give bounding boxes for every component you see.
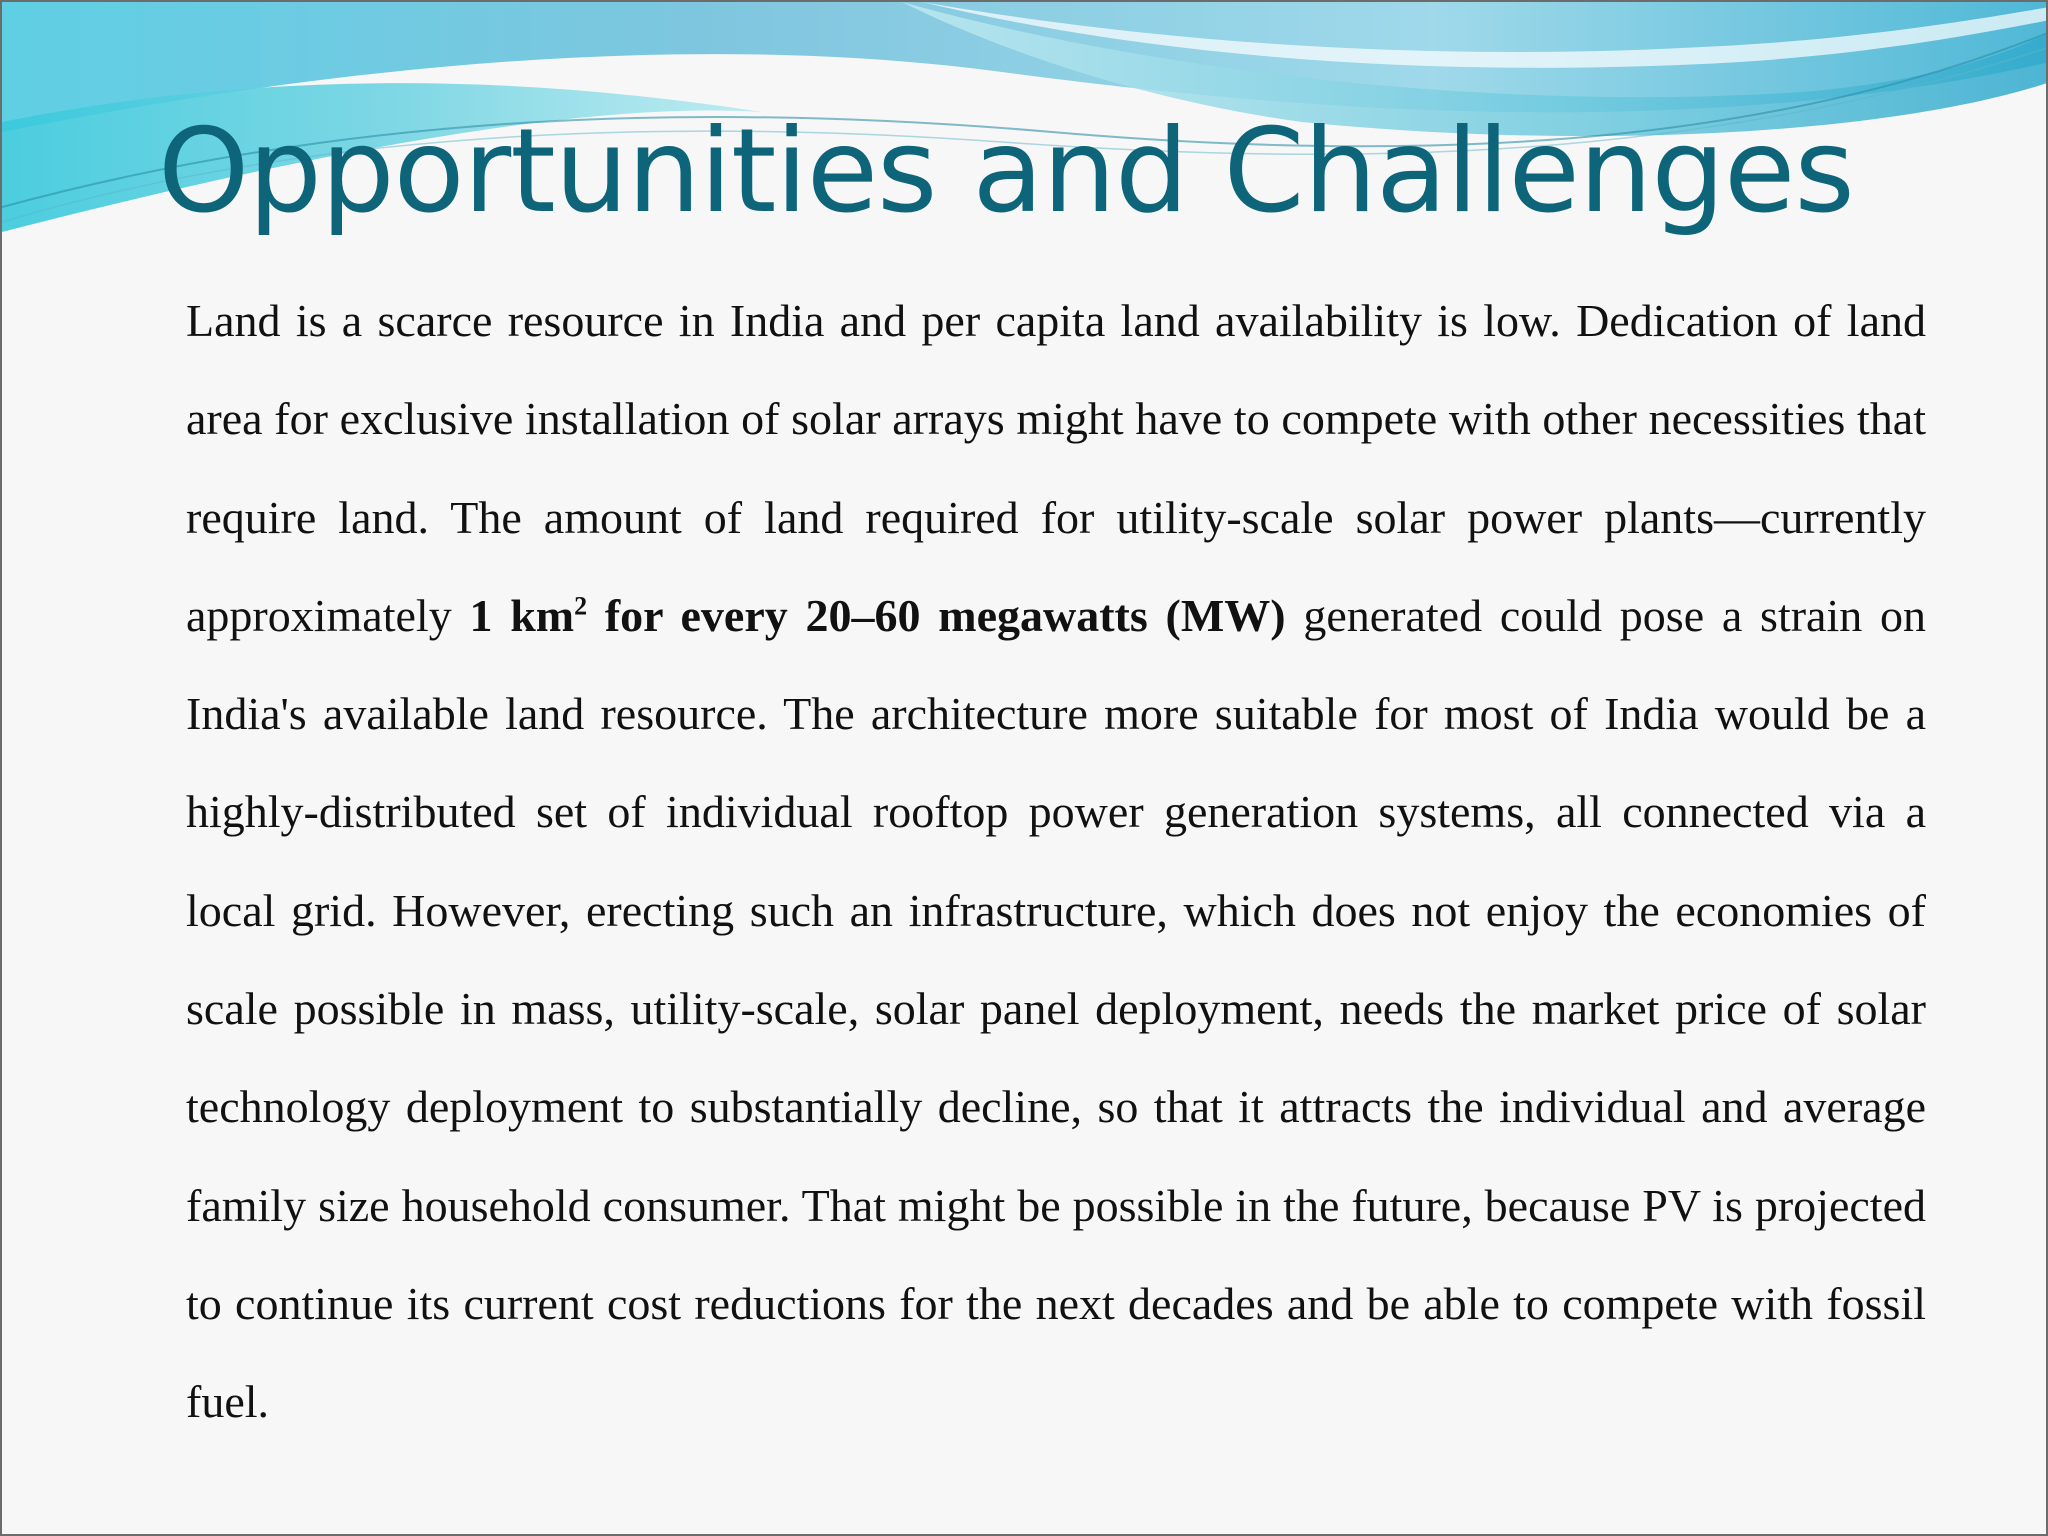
body-bold-superscript: 2	[574, 591, 588, 621]
slide-body-paragraph	[186, 272, 1926, 1452]
body-text-part1: Land is a scarce resource in India and per capita land availability is low. Dedication of land area for exclusive installation of solar arrays might have to compete with other necessities that require land. The amount of land required for utility-scale solar power plants—currently approximately	[186, 295, 1926, 641]
body-bold-megawatts: for every 20–60 megawatts (MW)	[587, 589, 1286, 641]
slide-title: Opportunities and Challenges	[158, 104, 1854, 239]
body-bold-km: 1 km	[469, 589, 575, 641]
body-text-part2: generated could pose a strain on India's available land resource. The architecture more suitable for most of India would be a highly-distributed set of individual rooftop power generation systems, all connected via a local grid. However, erecting such an infrastructure, which does not enjoy the economies of scale possible in mass, utility-scale, solar panel deployment, needs the market price of solar technology deployment to substantially decline, so that it attracts the individual and average family size household consumer. That might be possible in the future, because PV is projected to continue its current cost reductions for the next decades and be able to compete with fossil fuel.	[186, 589, 1926, 1428]
body-bold-area	[469, 590, 1285, 641]
